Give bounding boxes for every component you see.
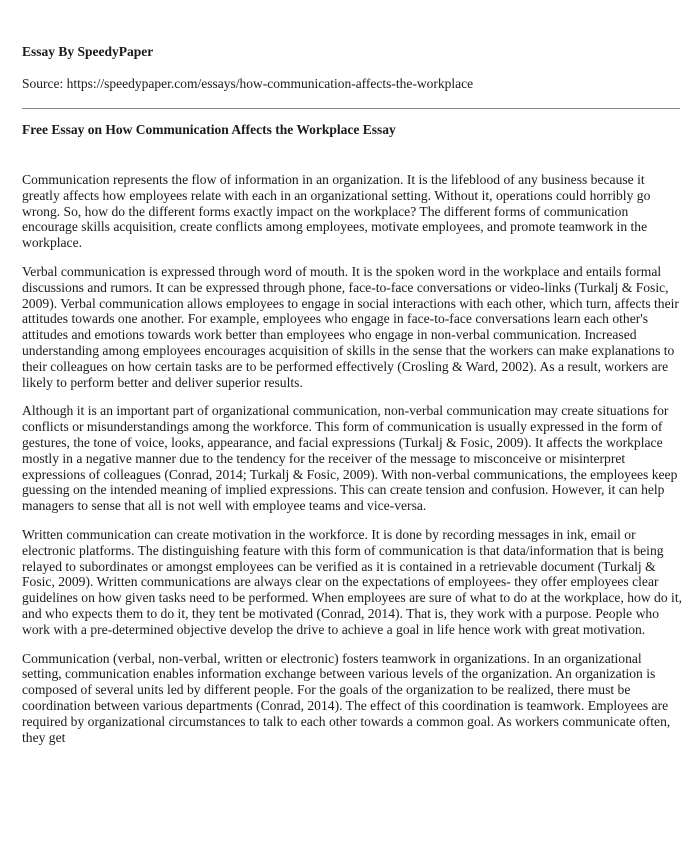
essay-paragraph-1: Communication represents the flow of information in an organization. It is the lifeblood of any business because it greatly affects how employees relate with each in an organizational setting. Without it, operations could horribly go wrong. So, how do the different forms exactly impact on the workplace? The different forms of communication encourage skills acquisition, create conflicts among employees, motivate employees, and promote teamwork in the workplace. — [22, 172, 651, 251]
site-title: Essay By SpeedyPaper — [22, 44, 154, 59]
source-label: Source: — [22, 76, 64, 91]
essay-paragraph-2: Verbal communication is expressed through word of mouth. It is the spoken word in the workplace and entails formal discussions and rumors. It can be expressed through phone, face-to-face conversations or video-links (Turkalj & Fosic, 2009). Verbal communication allows employees to engage in social interactions with each other, which turn, affects their attitudes towards one another. For example, employees who engage in face-to-face conversations learn each other's attitudes and emotions towards work better than employees who engage in non-verbal communication. Increased understanding among employees encourages acquisition of skills in the sense that the workers can make explanations to their colleagues on how certain tasks are to be performed effectively (Crosling & Ward, 2002). As a result, workers are likely to perform better and deliver superior results. — [22, 263, 679, 390]
source-line — [22, 76, 682, 92]
source-url: https://speedypaper.com/essays/how-communication-affects-the-workplace — [66, 76, 474, 91]
essay-paragraph-5: Communication (verbal, non-verbal, written or electronic) fosters teamwork in organizations. In an organizational setting, communication enables information exchange between various levels of the organization. An organization is composed of several units led by different people. For the goals of the organization to be realized, there must be coordination between various departments (Conrad, 2014). The effect of this coordination is teamwork. Employees are required by organizational circumstances to talk to each other towards a common goal. As workers communicate often, they get — [22, 650, 671, 745]
header-divider — [22, 108, 680, 109]
essay-paragraph-3: Although it is an important part of organizational communication, non-verbal communication may create situations for conflicts or misunderstandings among the workforce. This form of communication is usually expressed in the form of gestures, the tone of voice, looks, appearance, and facial expressions (Turkalj & Fosic, 2009). It affects the workplace mostly in a negative manner due to the tendency for the receiver of the message to misconceive or misinterpret expressions of colleagues (Conrad, 2014; Turkalj & Fosic, 2009). With non-verbal communications, the employees keep guessing on the intended meaning of implied expressions. This can create tension and confusion. However, it can help managers to sense that all is not well with employee teams and vice-versa. — [22, 403, 678, 514]
essay-paragraph-4: Written communication can create motivation in the workforce. It is done by recording messages in ink, email or electronic platforms. The distinguishing feature with this form of communication is that data/information that is being relayed to subordinates or amongst employees can be verified as it is contained in a retrievable document (Turkalj & Fosic, 2009). Written communications are always clear on the expectations of employees- they offer employees clear guidelines on how given tasks need to be performed. When employees are sure of what to do at the workplace, how do it, and who expects them to do it, they tent be motivated (Conrad, 2014). That is, they work with a purpose. People who work with a pre-determined objective develop the drive to achieve a goal in life hence work with great motivation. — [22, 526, 682, 637]
essay-body — [22, 172, 684, 758]
essay-title: Free Essay on How Communication Affects the Workplace Essay — [22, 122, 396, 137]
page-header — [22, 44, 682, 92]
